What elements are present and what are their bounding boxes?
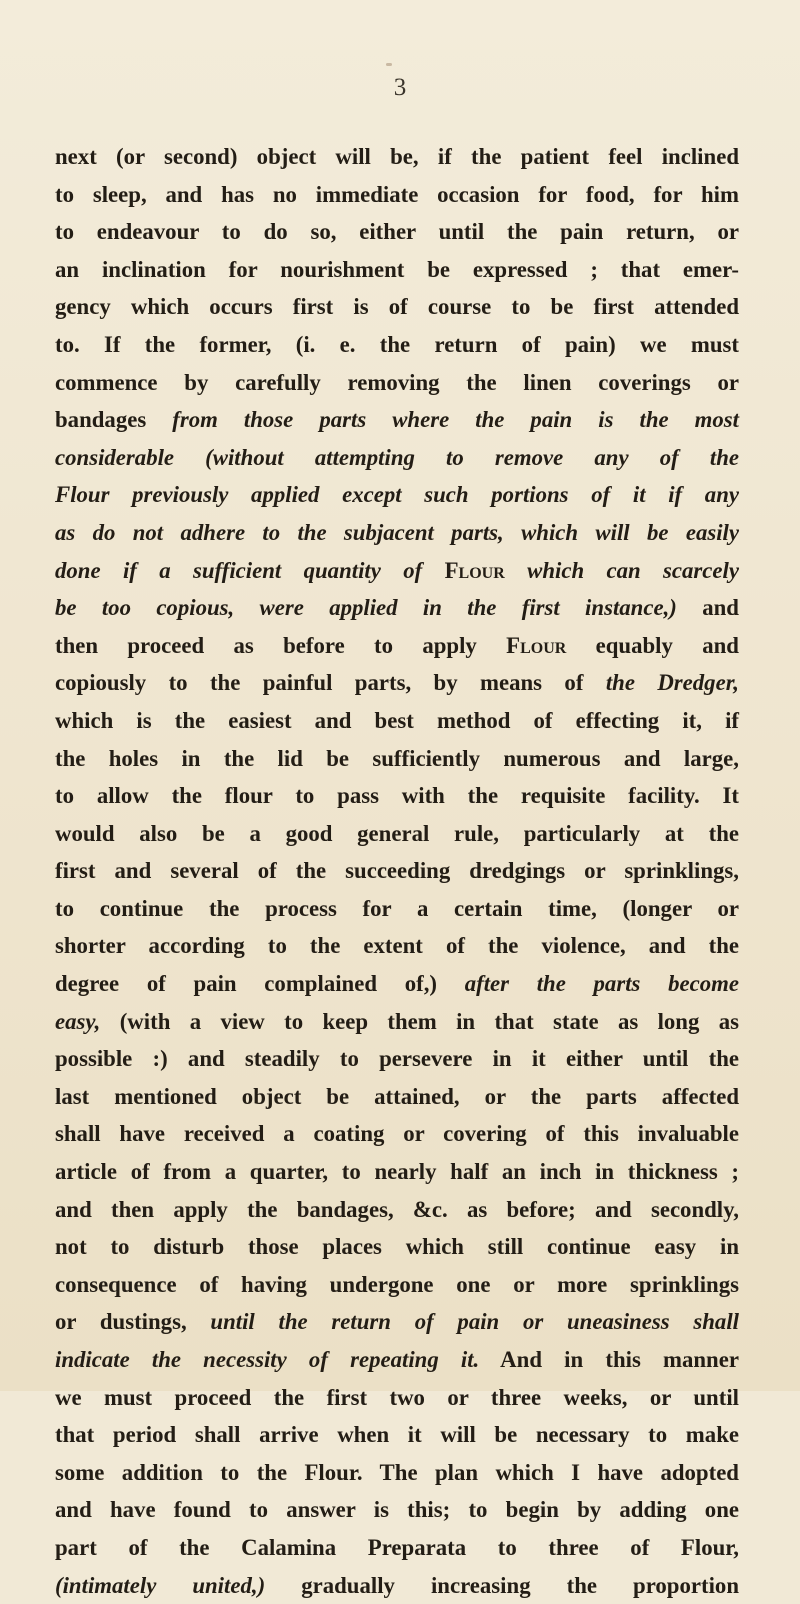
text-line <box>55 1153 739 1191</box>
text-line <box>55 1115 739 1153</box>
text-line <box>55 439 739 477</box>
text-segment: or dustings, <box>55 1309 211 1335</box>
body-text <box>55 138 739 1604</box>
text-segment: that period shall arrive when it will be necessary to make <box>55 1422 739 1448</box>
text-segment: shorter according to the extent of the violence, and the <box>55 933 739 959</box>
text-line <box>55 1191 739 1229</box>
text-segment: consequence of having undergone one or more sprinklings <box>55 1271 739 1297</box>
text-segment: article of from a quarter, to nearly half an inch in thickness ; <box>55 1159 739 1185</box>
text-line <box>55 890 739 928</box>
text-segment: to allow the flour to pass with the requisite facility. It <box>55 783 739 809</box>
text-line <box>55 1266 739 1304</box>
text-segment: to continue the process for a certain time, (longer or <box>55 895 739 921</box>
text-segment: equably and <box>566 632 739 658</box>
text-segment: And in this manner <box>479 1347 739 1372</box>
text-segment: commence by carefully removing the linen coverings or <box>55 369 739 395</box>
text-segment: to. If the former, (i. e. the return of pain) we must <box>55 331 739 357</box>
text-segment: and <box>676 595 739 621</box>
text-segment: gradually increasing the proportion <box>265 1572 739 1598</box>
text-line <box>55 702 739 740</box>
text-line <box>55 627 739 665</box>
italic-text: considerable (without attempting to remove any of the <box>55 444 739 470</box>
text-segment: first and several of the succeeding dredgings or sprinklings, <box>55 858 739 884</box>
text-line <box>55 1416 739 1454</box>
text-line <box>55 740 739 778</box>
text-segment: then proceed as before to apply <box>55 632 507 658</box>
italic-text: after the parts become <box>464 971 739 997</box>
text-segment: some addition to the Flour. The plan which I have adopted <box>55 1459 739 1485</box>
text-line <box>55 514 739 552</box>
italic-text: Flour previously applied except such portions of it if any <box>55 482 739 508</box>
text-segment: copiously to the painful parts, by means of <box>55 670 606 696</box>
text-line <box>55 1454 739 1492</box>
text-segment: we must proceed the first two or three weeks, or until <box>55 1384 739 1410</box>
text-line <box>55 552 739 590</box>
text-line <box>55 288 739 326</box>
text-line <box>55 1078 739 1116</box>
text-segment: degree of pain complained of,) <box>55 971 465 997</box>
text-line <box>55 251 739 289</box>
text-line <box>55 1379 739 1417</box>
text-line <box>55 1529 739 1567</box>
italic-text: until the return of pain or uneasiness shall <box>210 1309 739 1335</box>
text-line <box>55 927 739 965</box>
text-line <box>55 1040 739 1078</box>
italic-text: which can scarcely <box>504 557 739 583</box>
text-line <box>55 213 739 251</box>
text-segment: an inclination for nourishment be expressed ; that emer- <box>55 256 739 282</box>
ink-speck <box>386 63 392 66</box>
text-segment: not to disturb those places which still continue easy in <box>55 1234 739 1260</box>
text-line <box>55 965 739 1003</box>
text-segment: part of the Calamina Preparata to three of Flour, <box>55 1534 739 1560</box>
text-segment: possible :) and steadily to persevere in it either until the <box>55 1046 739 1072</box>
text-segment: which is the easiest and best method of effecting it, if <box>55 707 739 733</box>
text-line <box>55 1341 739 1379</box>
text-line <box>55 1228 739 1266</box>
text-segment: bandages <box>55 407 173 433</box>
text-line <box>55 1491 739 1529</box>
italic-text: done if a sufficient quantity of <box>55 557 445 583</box>
text-segment: the holes in the lid be sufficiently numerous and large, <box>55 745 739 771</box>
text-line <box>55 401 739 439</box>
italic-text: as do not adhere to the subjacent parts, which will be easily <box>55 519 739 545</box>
text-segment: and have found to answer is this; to begin by adding one <box>55 1497 739 1523</box>
text-segment: next (or second) object will be, if the patient feel inclined <box>55 144 739 169</box>
page-number: 3 <box>393 74 407 101</box>
italic-text: be too copious, were applied in the first instance,) <box>55 595 677 621</box>
text-line <box>55 815 739 853</box>
text-segment: gency which occurs first is of course to be first attended <box>55 294 739 320</box>
text-line <box>55 138 739 176</box>
text-line <box>55 1303 739 1341</box>
text-segment: shall have received a coating or covering of this invaluable <box>55 1121 739 1147</box>
italic-text: the Dredger, <box>605 670 740 696</box>
text-segment: last mentioned object be attained, or the parts affected <box>55 1083 739 1109</box>
text-line <box>55 476 739 514</box>
text-line <box>55 664 739 702</box>
text-line <box>55 364 739 402</box>
text-line <box>55 326 739 364</box>
italic-text: from those parts where the pain is the most <box>172 407 739 433</box>
italic-text: indicate the necessity of repeating it. <box>55 1347 480 1372</box>
text-line <box>55 1567 739 1604</box>
text-segment: (with a view to keep them in that state as long as <box>100 1008 739 1034</box>
text-segment: to sleep, and has no immediate occasion for food, for him <box>55 181 739 207</box>
text-segment: to endeavour to do so, either until the pain return, or <box>55 219 739 245</box>
text-line <box>55 1003 739 1041</box>
small-caps-text: Flour <box>444 557 505 583</box>
small-caps-text: Flour <box>506 632 567 658</box>
text-line <box>55 176 739 214</box>
italic-text: easy, <box>55 1008 101 1034</box>
text-line <box>55 589 739 627</box>
italic-text: (intimately united,) <box>55 1572 266 1598</box>
text-segment: would also be a good general rule, particularly at the <box>55 820 739 846</box>
text-line <box>55 777 739 815</box>
text-line <box>55 852 739 890</box>
text-segment: and then apply the bandages, &c. as before; and secondly, <box>55 1196 739 1222</box>
